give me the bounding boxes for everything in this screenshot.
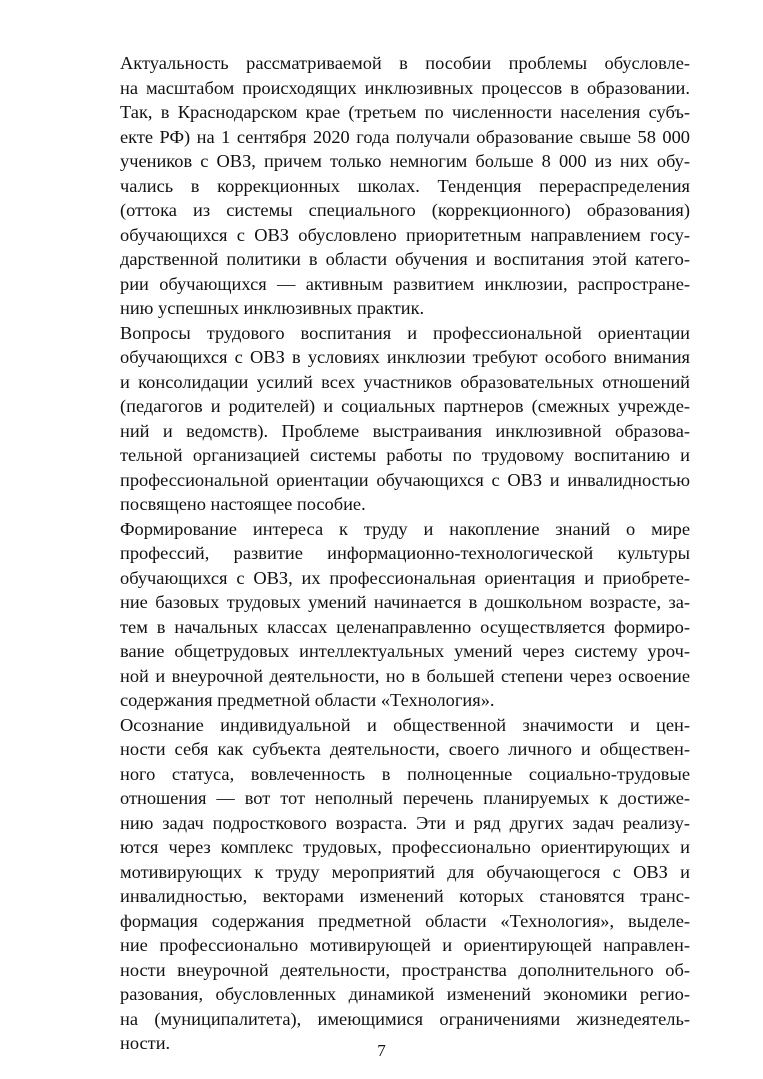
text-line: рии обучающихся — активным развитием инклюзии, распростране- xyxy=(120,273,690,294)
paragraph xyxy=(74,321,690,517)
text-line: ности. xyxy=(120,1033,171,1053)
text-line: тем в начальных классах целенаправленно осуществляется формиро- xyxy=(120,616,690,637)
text-line: нию успешных инклюзивных практик. xyxy=(120,298,425,318)
text-line: мотивирующих к труду мероприятий для обучающегося с ОВЗ и xyxy=(120,861,690,882)
text-line: обучающихся с ОВЗ в условиях инклюзии требуют особого внимания xyxy=(120,347,690,367)
text-line: (педагогов и родителей) и социальных партнеров (смежных учрежде- xyxy=(120,396,690,416)
text-line: обучающихся с ОВЗ, их профессиональная ориентация и приобрете- xyxy=(120,567,690,588)
text-line: ние базовых трудовых умений начинается в дошкольном возрасте, за- xyxy=(120,592,690,612)
text-line: нию задач подросткового возраста. Эти и ряд других задач реализу- xyxy=(120,812,690,833)
paragraph xyxy=(74,713,690,1056)
text-line: Так, в Краснодарском крае (третьем по численности населения субъ- xyxy=(120,102,690,122)
text-line: екте РФ) на 1 сентября 2020 года получали образование свыше 58 000 xyxy=(120,126,690,147)
text-line: Вопросы трудового воспитания и профессиональной ориентации xyxy=(120,322,690,343)
text-line: ности себя как субъекта деятельности, своего личного и обществен- xyxy=(120,739,690,759)
text-line: ются через комплекс трудовых, профессионально ориентирующих и xyxy=(120,837,690,857)
text-line: разования, обусловленных динамикой изменений экономики регио- xyxy=(120,984,690,1004)
text-line: Формирование интереса к труду и накопление знаний о мире xyxy=(120,518,690,539)
text-line: ной и внеурочной деятельности, но в большей степени через освоение xyxy=(120,665,690,686)
text-line: на масштабом происходящих инклюзивных процессов в образовании. xyxy=(120,77,690,98)
text-line: профессиональной ориентации обучающихся с ОВЗ и инвалидностью xyxy=(120,469,690,490)
text-line: Осознание индивидуальной и общественной значимости и цен- xyxy=(120,714,690,735)
text-line: ние профессионально мотивирующей и ориентирующей направлен- xyxy=(120,935,690,955)
text-line: посвящено настоящее пособие. xyxy=(120,494,366,514)
text-line: отношения — вот тот неполный перечень планируемых к достиже- xyxy=(120,788,690,808)
text-line: Актуальность рассматриваемой в пособии проблемы обусловле- xyxy=(120,53,690,73)
text-line: ности внеурочной деятельности, пространства дополнительного об- xyxy=(120,959,690,980)
paragraph xyxy=(74,51,690,321)
text-line: профессий, развитие информационно-технологической культуры xyxy=(120,543,690,563)
text-line: и консолидации усилий всех участников образовательных отношений xyxy=(120,371,690,392)
document-body xyxy=(74,51,690,1056)
text-line: обучающихся с ОВЗ обусловлено приоритетным направлением госу- xyxy=(120,224,690,245)
text-line: на (муниципалитета), имеющимися ограничениями жизнедеятель- xyxy=(120,1008,690,1029)
page-number: 7 xyxy=(377,1041,386,1060)
text-line: тельной организацией системы работы по трудовому воспитанию и xyxy=(120,445,690,465)
paragraph xyxy=(74,517,690,713)
text-line: ного статуса, вовлеченность в полноценные социально-трудовые xyxy=(120,763,690,784)
text-line: инвалидностью, векторами изменений которых становятся транс- xyxy=(120,886,690,906)
text-line: ний и ведомств). Проблеме выстраивания инклюзивной образова- xyxy=(120,420,690,441)
text-line: формация содержания предметной области «Технология», выделе- xyxy=(120,910,690,931)
text-line: чались в коррекционных школах. Тенденция перераспределения xyxy=(120,175,690,196)
text-line: содержания предметной области «Технология». xyxy=(120,690,495,710)
text-line: (оттока из системы специального (коррекционного) образования) xyxy=(120,200,690,220)
text-line: дарственной политики в области обучения и воспитания этой катего- xyxy=(120,249,690,269)
text-line: вание общетрудовых интеллектуальных умений через систему уроч- xyxy=(120,641,690,661)
text-line: учеников с ОВЗ, причем только немногим больше 8 000 из них обу- xyxy=(120,151,690,171)
